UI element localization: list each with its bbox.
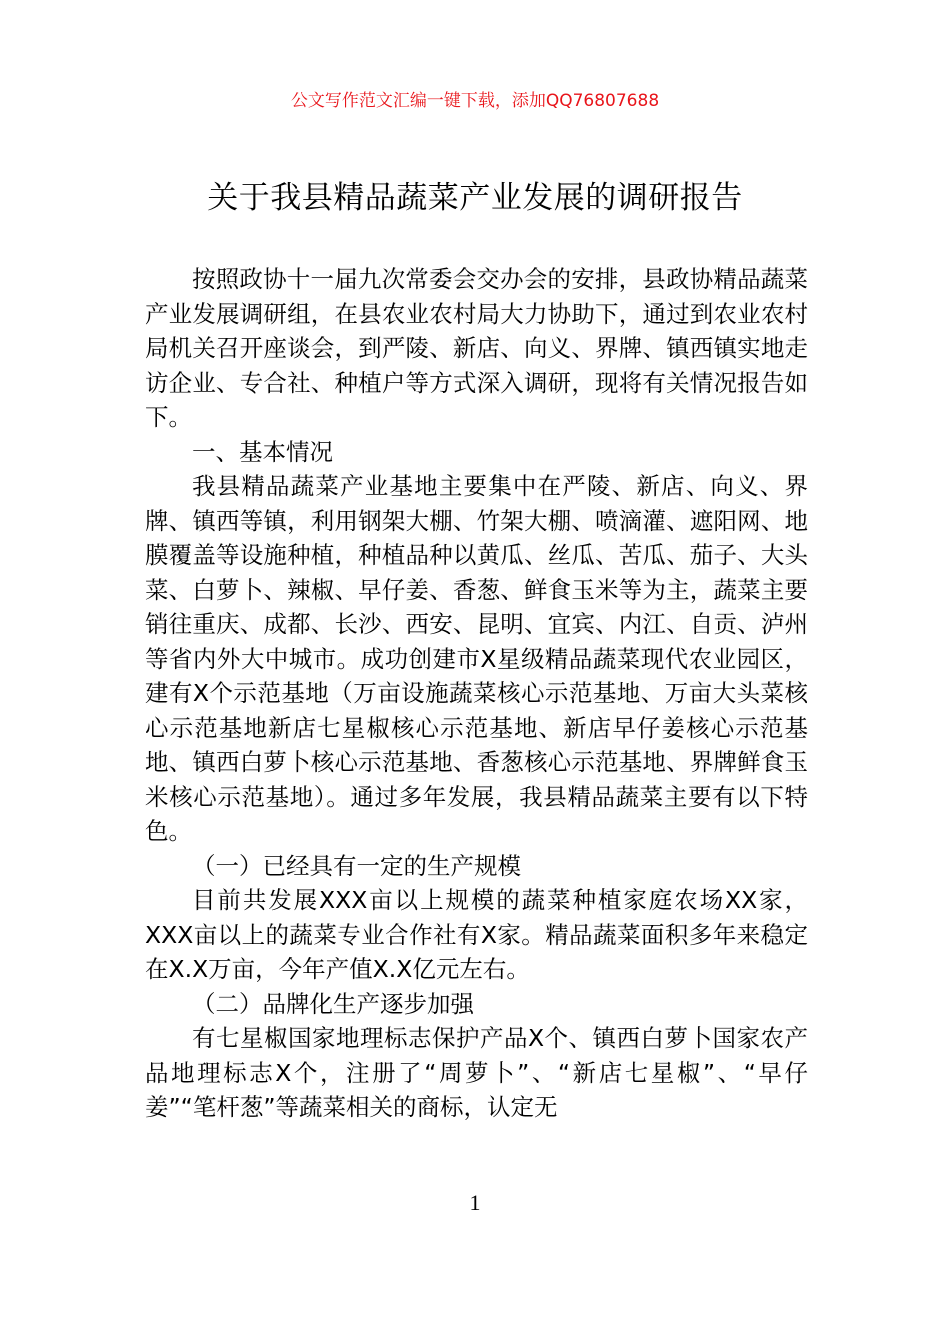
subsection-heading-scale: （一）已经具有一定的生产规模 [192,851,521,880]
paragraph-scale: 目前共发展XXX亩以上规模的蔬菜种植家庭农场XX家，XXX亩以上的蔬菜专业合作社有X家。精品蔬菜面积多年来稳定在X.X万亩，今年产值X.X亿元左右。 [145,886,808,983]
paragraph-intro: 按照政协十一届九次常委会交办会的安排，县政协精品蔬菜产业发展调研组，在县农业农村局大力协助下，通过到农业农村局机关召开座谈会，到严陵、新店、向义、界牌、镇西镇实地走访企业、专合社、种植户等方式深入调研，现将有关情况报告如下。 [145,265,808,431]
page-number: 1 [469,1190,481,1215]
document-title: 关于我县精品蔬菜产业发展的调研报告 [207,180,743,216]
watermark-text: 公文写作范文汇编一键下载，添加QQ76807688 [290,91,660,111]
paragraph-brand: 有七星椒国家地理标志保护产品X个、镇西白萝卜国家农产品地理标志X个，注册了“周萝卜”、“新店七星椒”、“早仔姜”“笔杆葱”等蔬菜相关的商标，认定无 [145,1024,808,1121]
subsection-heading-brand: （二）品牌化生产逐步加强 [192,989,474,1018]
document-body [145,262,808,1125]
paragraph-basic-situation: 我县精品蔬菜产业基地主要集中在严陵、新店、向义、界牌、镇西等镇，利用钢架大棚、竹架大棚、喷滴灌、遮阳网、地膜覆盖等设施种植，种植品种以黄瓜、丝瓜、苦瓜、茄子、大头菜、白萝卜、辣椒、早仔姜、香葱、鲜食玉米等为主，蔬菜主要销往重庆、成都、长沙、西安、昆明、宜宾、内江、自贡、泸州等省内外大中城市。成功创建市X星级精品蔬菜现代农业园区，建有X个示范基地（万亩设施蔬菜核心示范基地、万亩大头菜核心示范基地新店七星椒核心示范基地、新店早仔姜核心示范基地、镇西白萝卜核心示范基地、香葱核心示范基地、界牌鲜食玉米核心示范基地）。通过多年发展，我县精品蔬菜主要有以下特色。 [145,472,808,845]
section-heading-basic: 一、基本情况 [192,437,333,466]
